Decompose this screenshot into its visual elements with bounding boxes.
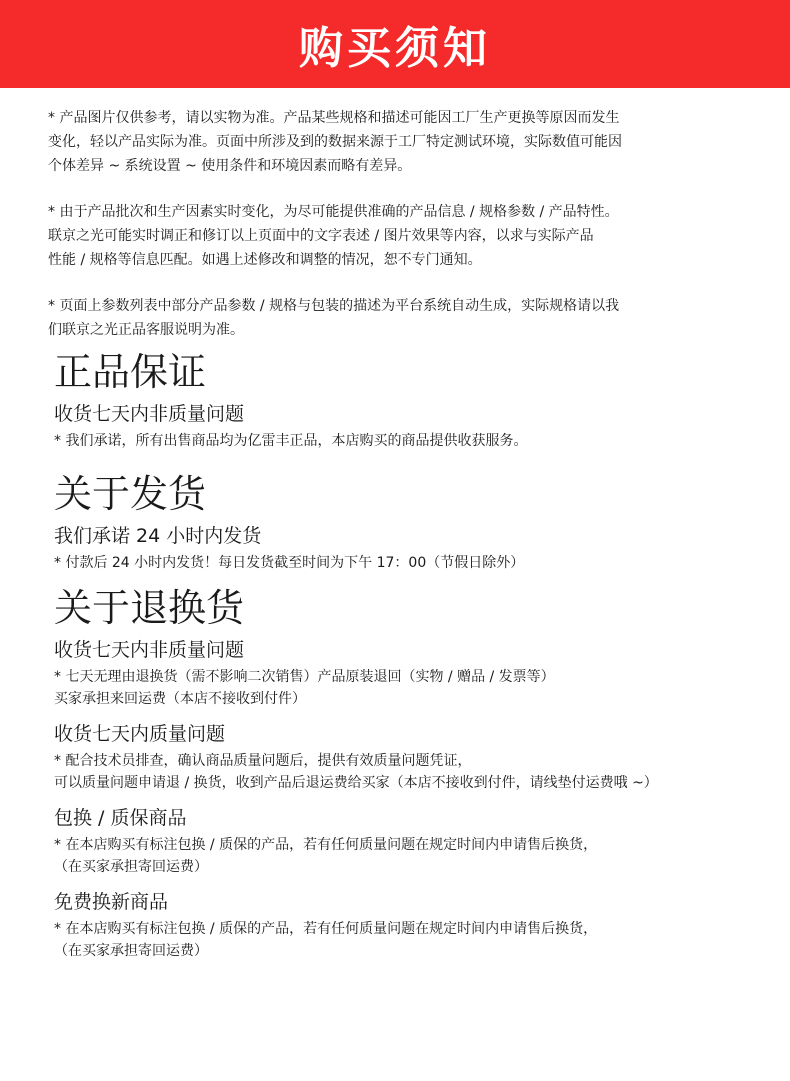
detail-text [54, 918, 742, 962]
detail-line: * 我们承诺，所有出售商品均为亿雷丰正品，本店购买的商品提供收获服务。 [54, 433, 528, 449]
notice-line: * 产品图片仅供参考，请以实物为准。产品某些规格和描述可能因工厂生产更换等原因而发生 [48, 110, 620, 126]
notice-paragraph [48, 106, 742, 178]
notice-section [48, 106, 742, 342]
shipping-section [48, 470, 742, 574]
returns-section [48, 584, 742, 962]
notice-line: 个体差异 ~ 系统设置 ~ 使用条件和环境因素而略有差异。 [48, 158, 412, 174]
detail-text [54, 430, 742, 452]
notice-line: 性能 / 规格等信息匹配。如遇上述修改和调整的情况，恕不专门通知。 [48, 252, 482, 268]
detail-text [54, 834, 742, 878]
notice-line: * 页面上参数列表中部分产品参数 / 规格与包装的描述为平台系统自动生成，实际规格请以我 [48, 298, 620, 314]
sub-title: 免费换新商品 [54, 891, 169, 913]
notice-paragraph [48, 294, 742, 342]
section-title: 关于发货 [54, 472, 207, 516]
detail-text [54, 552, 742, 574]
guarantee-section [48, 348, 742, 452]
detail-text [54, 666, 742, 710]
detail-line: （在买家承担寄回运费） [54, 859, 208, 875]
detail-line: 买家承担来回运费（本店不接收到付件） [54, 691, 306, 707]
section-title: 关于退换货 [54, 586, 245, 630]
detail-line: * 付款后 24 小时内发货！每日发货截至时间为下午 17：00（节假日除外） [54, 555, 525, 571]
sub-title: 我们承诺 24 小时内发货 [54, 525, 262, 547]
notice-line: 们联京之光正品客服说明为准。 [48, 322, 244, 338]
detail-line: 可以质量问题申请退 / 换货，收到产品后退运费给买家（本店不接收到付件，请线垫付运费哦 ~） [54, 775, 658, 791]
detail-line: * 配合技术员排查，确认商品质量问题后，提供有效质量问题凭证， [54, 753, 472, 769]
detail-line: * 在本店购买有标注包换 / 质保的产品，若有任何质量问题在规定时间内申请售后换货， [54, 837, 598, 853]
sub-title: 包换 / 质保商品 [54, 807, 187, 829]
content [0, 106, 790, 962]
notice-line: 变化，轻以产品实际为准。页面中所涉及到的数据来源于工厂特定测试环境，实际数值可能因 [48, 134, 622, 150]
detail-line: （在买家承担寄回运费） [54, 943, 208, 959]
section-title: 正品保证 [54, 350, 207, 394]
detail-line: * 在本店购买有标注包换 / 质保的产品，若有任何质量问题在规定时间内申请售后换货， [54, 921, 598, 937]
notice-line: * 由于产品批次和生产因素实时变化，为尽可能提供准确的产品信息 / 规格参数 / 产品特性。 [48, 204, 619, 220]
sub-title: 收货七天内非质量问题 [54, 639, 245, 661]
sub-title: 收货七天内非质量问题 [54, 403, 245, 425]
sub-title: 收货七天内质量问题 [54, 723, 226, 745]
notice-paragraph [48, 200, 742, 272]
header-banner [0, 0, 790, 88]
detail-text [54, 750, 742, 794]
page-title: 购买须知 [299, 23, 491, 74]
detail-line: * 七天无理由退换货（需不影响二次销售）产品原装退回（实物 / 赠品 / 发票等） [54, 669, 555, 685]
notice-line: 联京之光可能实时调正和修订以上页面中的文字表述 / 图片效果等内容，以求与实际产品 [48, 228, 594, 244]
